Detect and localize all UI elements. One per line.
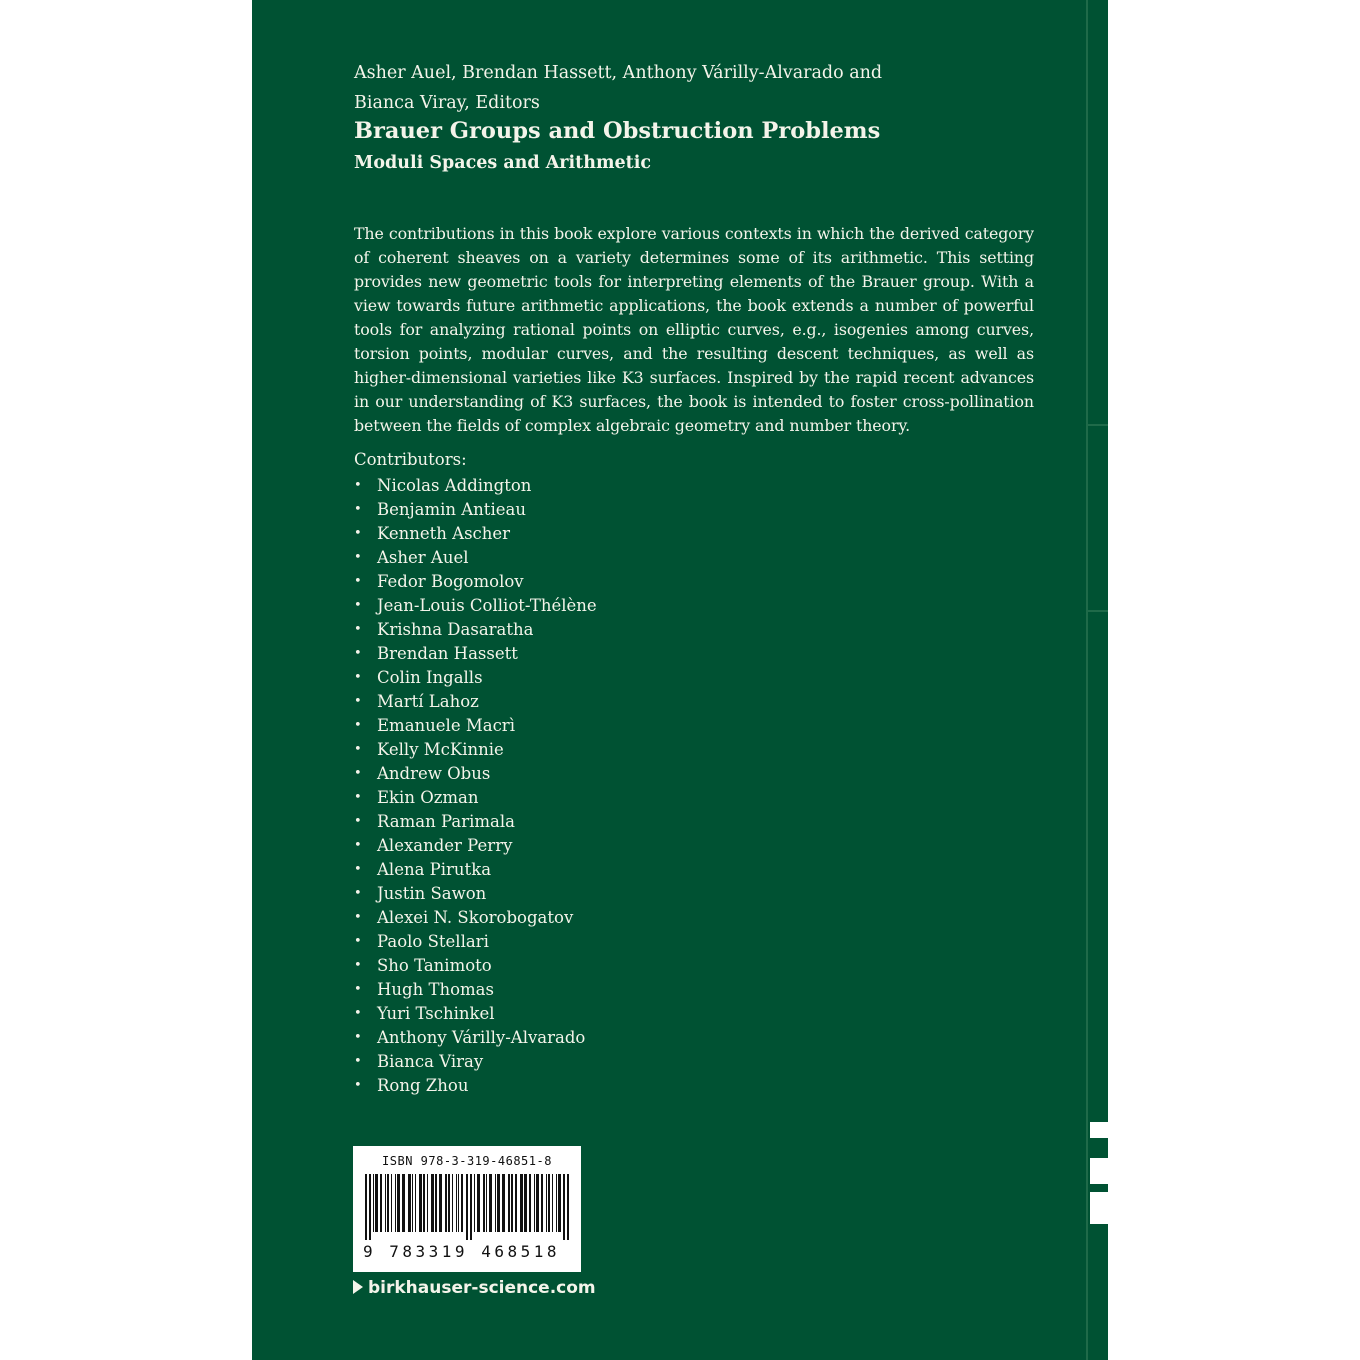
contributor-item: • Colin Ingalls <box>354 666 597 690</box>
book-description: The contributions in this book explore various contexts in which the derived category of coherent sheaves on a variety determines some of its arithmetic. This setting provides new geometric tools for interpreting elements of the Brauer group. With a view towards future arithmetic applications, the book extends a number of powerful tools for analyzing rational points on elliptic curves, e.g., isogenies among curves, torsion points, modular curves, and the resulting descent techniques, as well as higher-dimensional varieties like K3 surfaces. Inspired by the rapid recent advances in our understanding of K3 surfaces, the book is intended to foster cross-pollination between the fields of complex algebraic geometry and number theory. <box>354 224 1034 435</box>
contributors-heading: Contributors: <box>354 450 467 469</box>
spine-divider <box>1088 424 1108 426</box>
contributor-item: • Alexei N. Skorobogatov <box>354 906 597 930</box>
contributor-item: • Ekin Ozman <box>354 786 597 810</box>
contributor-item: • Hugh Thomas <box>354 978 597 1002</box>
isbn-label: ISBN 978-3-319-46851-8 <box>382 1154 552 1168</box>
contributor-item: • Paolo Stellari <box>354 930 597 954</box>
spine-logo-bar <box>1090 1192 1108 1224</box>
website-text: birkhauser-science.com <box>368 1278 596 1298</box>
contributor-item: • Asher Auel <box>354 546 597 570</box>
book-subtitle: Moduli Spaces and Arithmetic <box>354 153 652 173</box>
barcode-digits: 9 783319 468518 <box>363 1242 560 1261</box>
contributor-item: • Fedor Bogomolov <box>354 570 597 594</box>
spine-fold-line <box>1086 0 1088 1360</box>
contributor-item: • Kenneth Ascher <box>354 522 597 546</box>
contributor-item: • Emanuele Macrì <box>354 714 597 738</box>
contributor-item: • Yuri Tschinkel <box>354 1002 597 1026</box>
contributor-item: • Bianca Viray <box>354 1050 597 1074</box>
book-title: Brauer Groups and Obstruction Problems <box>354 118 881 144</box>
contributor-item: • Justin Sawon <box>354 882 597 906</box>
contributor-item: • Sho Tanimoto <box>354 954 597 978</box>
contributor-item: • Raman Parimala <box>354 810 597 834</box>
contributors-list <box>354 474 597 1098</box>
contributor-item: • Alexander Perry <box>354 834 597 858</box>
contributor-item: • Nicolas Addington <box>354 474 597 498</box>
spine-logo-bar <box>1090 1122 1108 1138</box>
contributor-item: • Alena Pirutka <box>354 858 597 882</box>
contributor-item: • Kelly McKinnie <box>354 738 597 762</box>
isbn-barcode <box>353 1146 581 1272</box>
barcode-bars <box>361 1174 573 1240</box>
contributor-item: • Brendan Hassett <box>354 642 597 666</box>
contributor-item: • Benjamin Antieau <box>354 498 597 522</box>
spine-divider <box>1088 610 1108 612</box>
editors-line: Asher Auel, Brendan Hassett, Anthony Várilly-Alvarado and Bianca Viray, Editors <box>354 63 883 113</box>
play-arrow-icon <box>353 1280 363 1294</box>
contributor-item: • Anthony Várilly-Alvarado <box>354 1026 597 1050</box>
contributor-item: • Jean-Louis Colliot-Thélène <box>354 594 597 618</box>
contributor-item: • Andrew Obus <box>354 762 597 786</box>
contributor-item: • Martí Lahoz <box>354 690 597 714</box>
contributor-item: • Rong Zhou <box>354 1074 597 1098</box>
contributor-item: • Krishna Dasaratha <box>354 618 597 642</box>
spine-logo-bar <box>1090 1158 1108 1184</box>
publisher-website[interactable] <box>353 1278 596 1298</box>
